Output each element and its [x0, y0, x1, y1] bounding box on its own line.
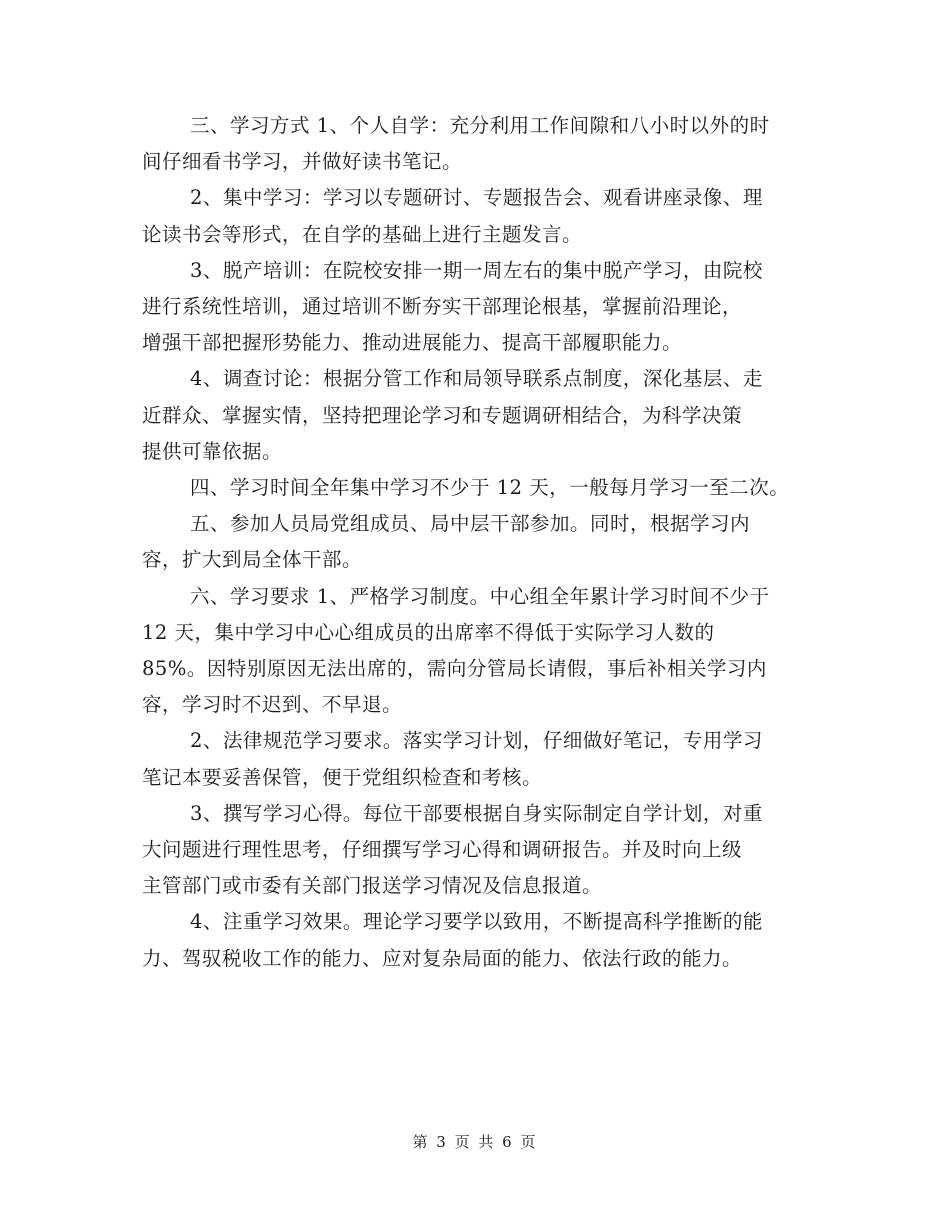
document-body [142, 108, 822, 977]
page-number-footer: 第 3 页 共 6 页 [412, 1133, 538, 1151]
text-line: 2、法律规范学习要求。落实学习计划，仔细做好笔记，专用学习 [190, 729, 763, 753]
text-line: 容，学习时不迟到、不早退。 [142, 693, 403, 717]
text-line: 力、驾驭税收工作的能力、应对复杂局面的能力、依法行政的能力。 [142, 946, 743, 970]
text-line: 4、注重学习效果。理论学习要学以致用，不断提高科学推断的能 [190, 910, 763, 934]
text-line: 12 天，集中学习中心心组成员的出席率不得低于实际学习人数的 [142, 620, 715, 644]
text-line: 85%。因特别原因无法出席的，需向分管局长请假，事后补相关学习内 [142, 657, 767, 681]
text-line: 笔记本要妥善保管，便于党组织检查和考核。 [142, 765, 543, 789]
text-line: 三、学习方式 1、个人自学：充分利用工作间隙和八小时以外的时 [190, 114, 770, 137]
text-line: 2、集中学习：学习以专题研讨、专题报告会、观看讲座录像、理 [190, 186, 763, 210]
text-line: 四、学习时间全年集中学习不少于 12 天，一般每月学习一至二次。 [190, 476, 790, 500]
text-line: 六、学习要求 1、严格学习制度。中心组全年累计学习时间不少于 [190, 584, 770, 608]
text-line: 近群众、掌握实情，坚持把理论学习和专题调研相结合，为科学决策 [142, 403, 743, 427]
text-line: 主管部门或市委有关部门报送学习情况及信息报道。 [142, 874, 603, 898]
text-line: 容，扩大到局全体干部。 [142, 548, 363, 572]
text-line: 五、参加人员局党组成员、局中层干部参加。同时，根据学习内 [190, 512, 751, 536]
text-line: 增强干部把握形势能力、推动进展能力、提高干部履职能力。 [142, 331, 683, 355]
text-line: 间仔细看书学习，并做好读书笔记。 [142, 150, 463, 174]
text-line: 4、调查讨论：根据分管工作和局领导联系点制度，深化基层、走 [190, 367, 763, 391]
text-line: 大问题进行理性思考，仔细撰写学习心得和调研报告。并及时向上级 [142, 838, 743, 862]
text-line: 进行系统性培训，通过培训不断夯实干部理论根基，掌握前沿理论， [142, 295, 743, 319]
text-line: 论读书会等形式，在自学的基础上进行主题发言。 [142, 222, 583, 246]
text-line: 提供可靠依据。 [142, 439, 283, 463]
text-line: 3、脱产培训：在院校安排一期一周左右的集中脱产学习，由院校 [190, 258, 763, 282]
text-line: 3、撰写学习心得。每位干部要根据自身实际制定自学计划，对重 [190, 801, 763, 825]
